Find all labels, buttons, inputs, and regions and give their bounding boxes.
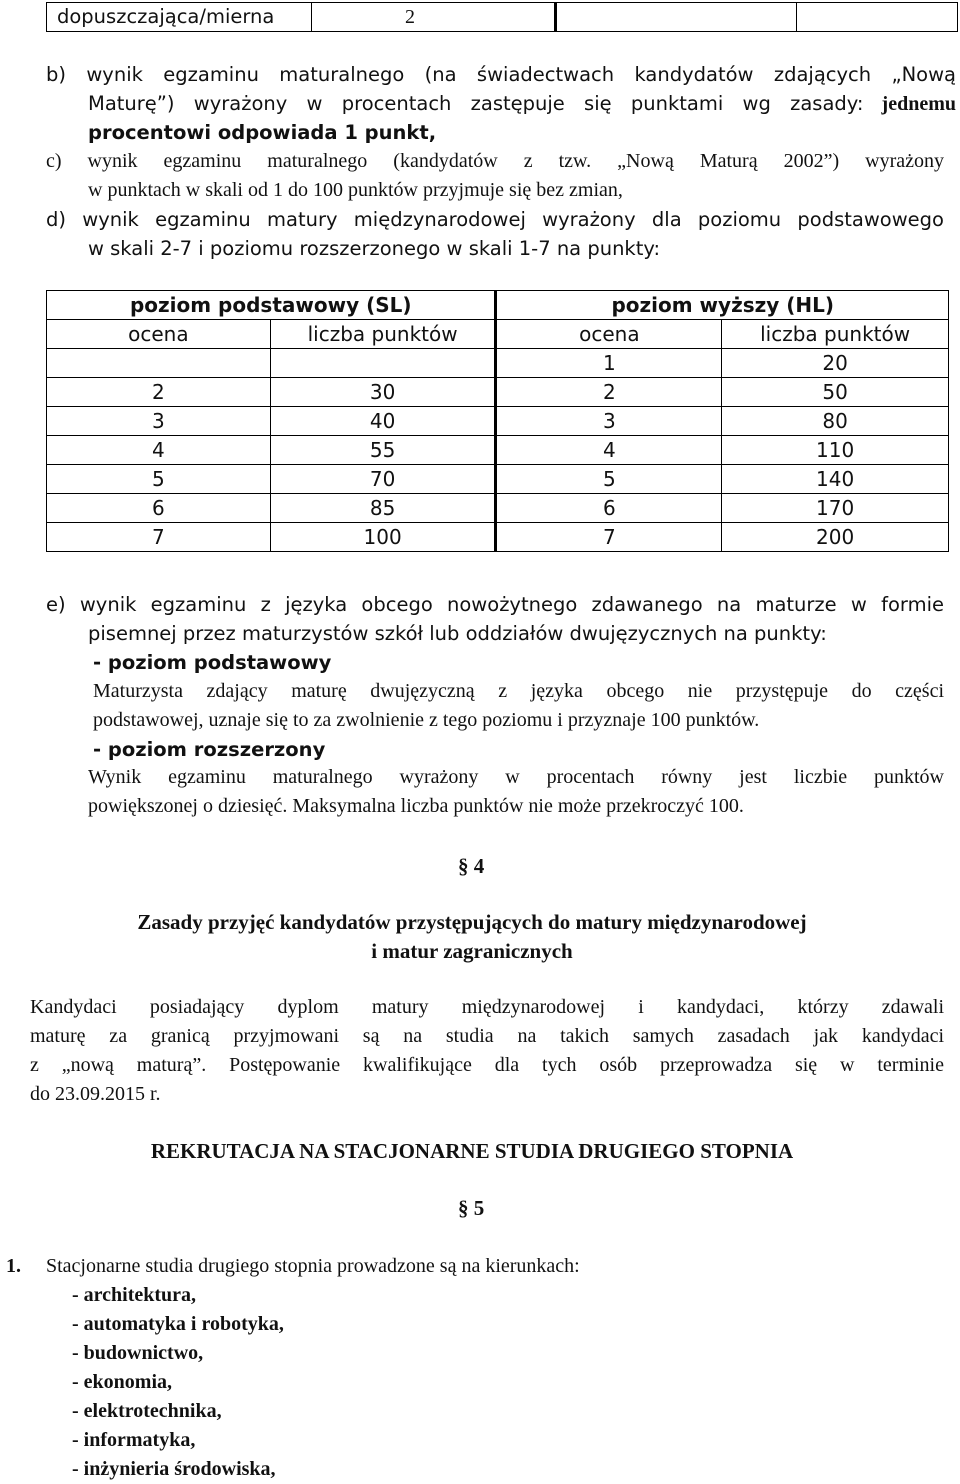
field-item: - informatyka, [72, 1429, 196, 1451]
section-c-line2: w punktach w skali od 1 do 100 punktów przyjmuje się bez zmian, [88, 179, 623, 201]
section-4-para-line2: maturę za granicą przyjmowani są na studia na takich samych zasadach jak kandydaci [30, 1025, 944, 1047]
table-cell: 85 [270, 494, 496, 523]
section-5-number: § 5 [458, 1196, 485, 1220]
section-4-para-line3: z „nową maturą”. Postępowanie kwalifikujące dla tych osób przeprowadza się w terminie [30, 1054, 944, 1076]
basic-level-heading: - poziom podstawowy [93, 651, 332, 674]
subheader-ocena-sl: ocena [47, 320, 271, 349]
section-4-para-line1: Kandydaci posiadający dyplom matury międzynarodowej i kandydaci, którzy zdawali [30, 996, 944, 1018]
section-b-line2 [88, 89, 956, 119]
header-hl: poziom wyższy (HL) [496, 291, 949, 320]
table-row [47, 436, 949, 465]
item-text: Stacjonarne studia drugiego stopnia prowadzone są na kierunkach: [46, 1255, 580, 1277]
item-number: 1. [6, 1255, 21, 1277]
table-row [47, 494, 949, 523]
table-cell: 5 [496, 465, 722, 494]
table-cell: 20 [722, 349, 949, 378]
extended-level-line2: powiększonej o dziesięć. Maksymalna liczba punktów nie może przekroczyć 100. [88, 795, 744, 817]
field-item: - automatyka i robotyka, [72, 1313, 284, 1335]
table-cell: 6 [47, 494, 271, 523]
extended-level-line1: Wynik egzaminu maturalnego wyrażony w procentach równy jest liczbie punktów [88, 766, 944, 788]
table-row [47, 465, 949, 494]
field-item: - elektrotechnika, [72, 1400, 222, 1422]
table-cell: 100 [270, 523, 496, 552]
section-d-line2: w skali 2-7 i poziomu rozszerzonego w skali 1-7 na punkty: [88, 237, 661, 260]
table-cell: 1 [496, 349, 722, 378]
section-e-line2: pisemnej przez maturzystów szkół lub oddziałów dwujęzycznych na punkty: [88, 622, 827, 645]
section-4-title-line2: i matur zagranicznych [371, 939, 573, 963]
table-cell: 3 [496, 407, 722, 436]
section-b-line1: b) wynik egzaminu maturalnego (na świadectwach kandydatów zdających „Nową [46, 63, 956, 86]
section-b-line2-bold: jednemu [881, 93, 956, 115]
section-e-line1: e) wynik egzaminu z języka obcego nowożytnego zdawanego na maturze w formie [46, 593, 944, 616]
subheader-ocena-hl: ocena [496, 320, 722, 349]
table-cell: 170 [722, 494, 949, 523]
field-item: - inżynieria środowiska, [72, 1458, 276, 1480]
section-b-line3: procentowi odpowiada 1 punkt, [88, 121, 437, 144]
header-sl: poziom podstawowy (SL) [47, 291, 496, 320]
table-cell: 110 [722, 436, 949, 465]
section-b-line2-text: Maturę”) wyrażony w procentach zastępuje się punktami wg zasady: [88, 92, 864, 115]
table-row [47, 523, 949, 552]
table-header-row [47, 291, 949, 320]
empty-cell [557, 3, 797, 31]
table-cell: 3 [47, 407, 271, 436]
table-cell: 2 [47, 378, 271, 407]
section-4-number: § 4 [458, 854, 485, 878]
table-row [47, 349, 949, 378]
section-d-line1: d) wynik egzaminu matury międzynarodowej wyrażony dla poziomu podstawowego [46, 208, 944, 231]
table-cell: 4 [47, 436, 271, 465]
table-row [47, 407, 949, 436]
table-cell: 30 [270, 378, 496, 407]
table-cell [47, 349, 271, 378]
field-item: - budownictwo, [72, 1342, 204, 1364]
ib-grade-table [46, 290, 949, 552]
grade-scale-row [46, 2, 958, 32]
extended-level-heading: - poziom rozszerzony [93, 738, 326, 761]
table-cell: 50 [722, 378, 949, 407]
grade-label: dopuszczająca/mierna [47, 3, 312, 31]
table-cell: 5 [47, 465, 271, 494]
basic-level-line1: Maturzysta zdający maturę dwujęzyczną z języka obcego nie przystępuje do części [93, 680, 944, 702]
field-item: - architektura, [72, 1284, 197, 1306]
section-c-line1: c) wynik egzaminu maturalnego (kandydatów z tzw. „Nową Maturą 2002”) wyrażony [46, 150, 944, 172]
table-cell [270, 349, 496, 378]
section-4-para-line4: do 23.09.2015 r. [30, 1083, 161, 1105]
table-cell: 55 [270, 436, 496, 465]
subheader-points-sl: liczba punktów [270, 320, 496, 349]
table-cell: 7 [496, 523, 722, 552]
table-subheader-row [47, 320, 949, 349]
table-cell: 140 [722, 465, 949, 494]
recruitment-heading: REKRUTACJA NA STACJONARNE STUDIA DRUGIEGO STOPNIA [150, 1139, 794, 1163]
section-4-title-line1: Zasady przyjęć kandydatów przystępujących do matury międzynarodowej [137, 910, 807, 934]
grade-value: 2 [312, 3, 557, 31]
field-item: - ekonomia, [72, 1371, 172, 1393]
subheader-points-hl: liczba punktów [722, 320, 949, 349]
table-cell: 200 [722, 523, 949, 552]
table-cell: 70 [270, 465, 496, 494]
table-cell: 4 [496, 436, 722, 465]
table-cell: 7 [47, 523, 271, 552]
table-row [47, 378, 949, 407]
table-cell: 40 [270, 407, 496, 436]
table-cell: 80 [722, 407, 949, 436]
basic-level-line2: podstawowej, uznaje się to za zwolnienie z tego poziomu i przyznaje 100 punktów. [93, 709, 760, 731]
table-cell: 2 [496, 378, 722, 407]
table-cell: 6 [496, 494, 722, 523]
